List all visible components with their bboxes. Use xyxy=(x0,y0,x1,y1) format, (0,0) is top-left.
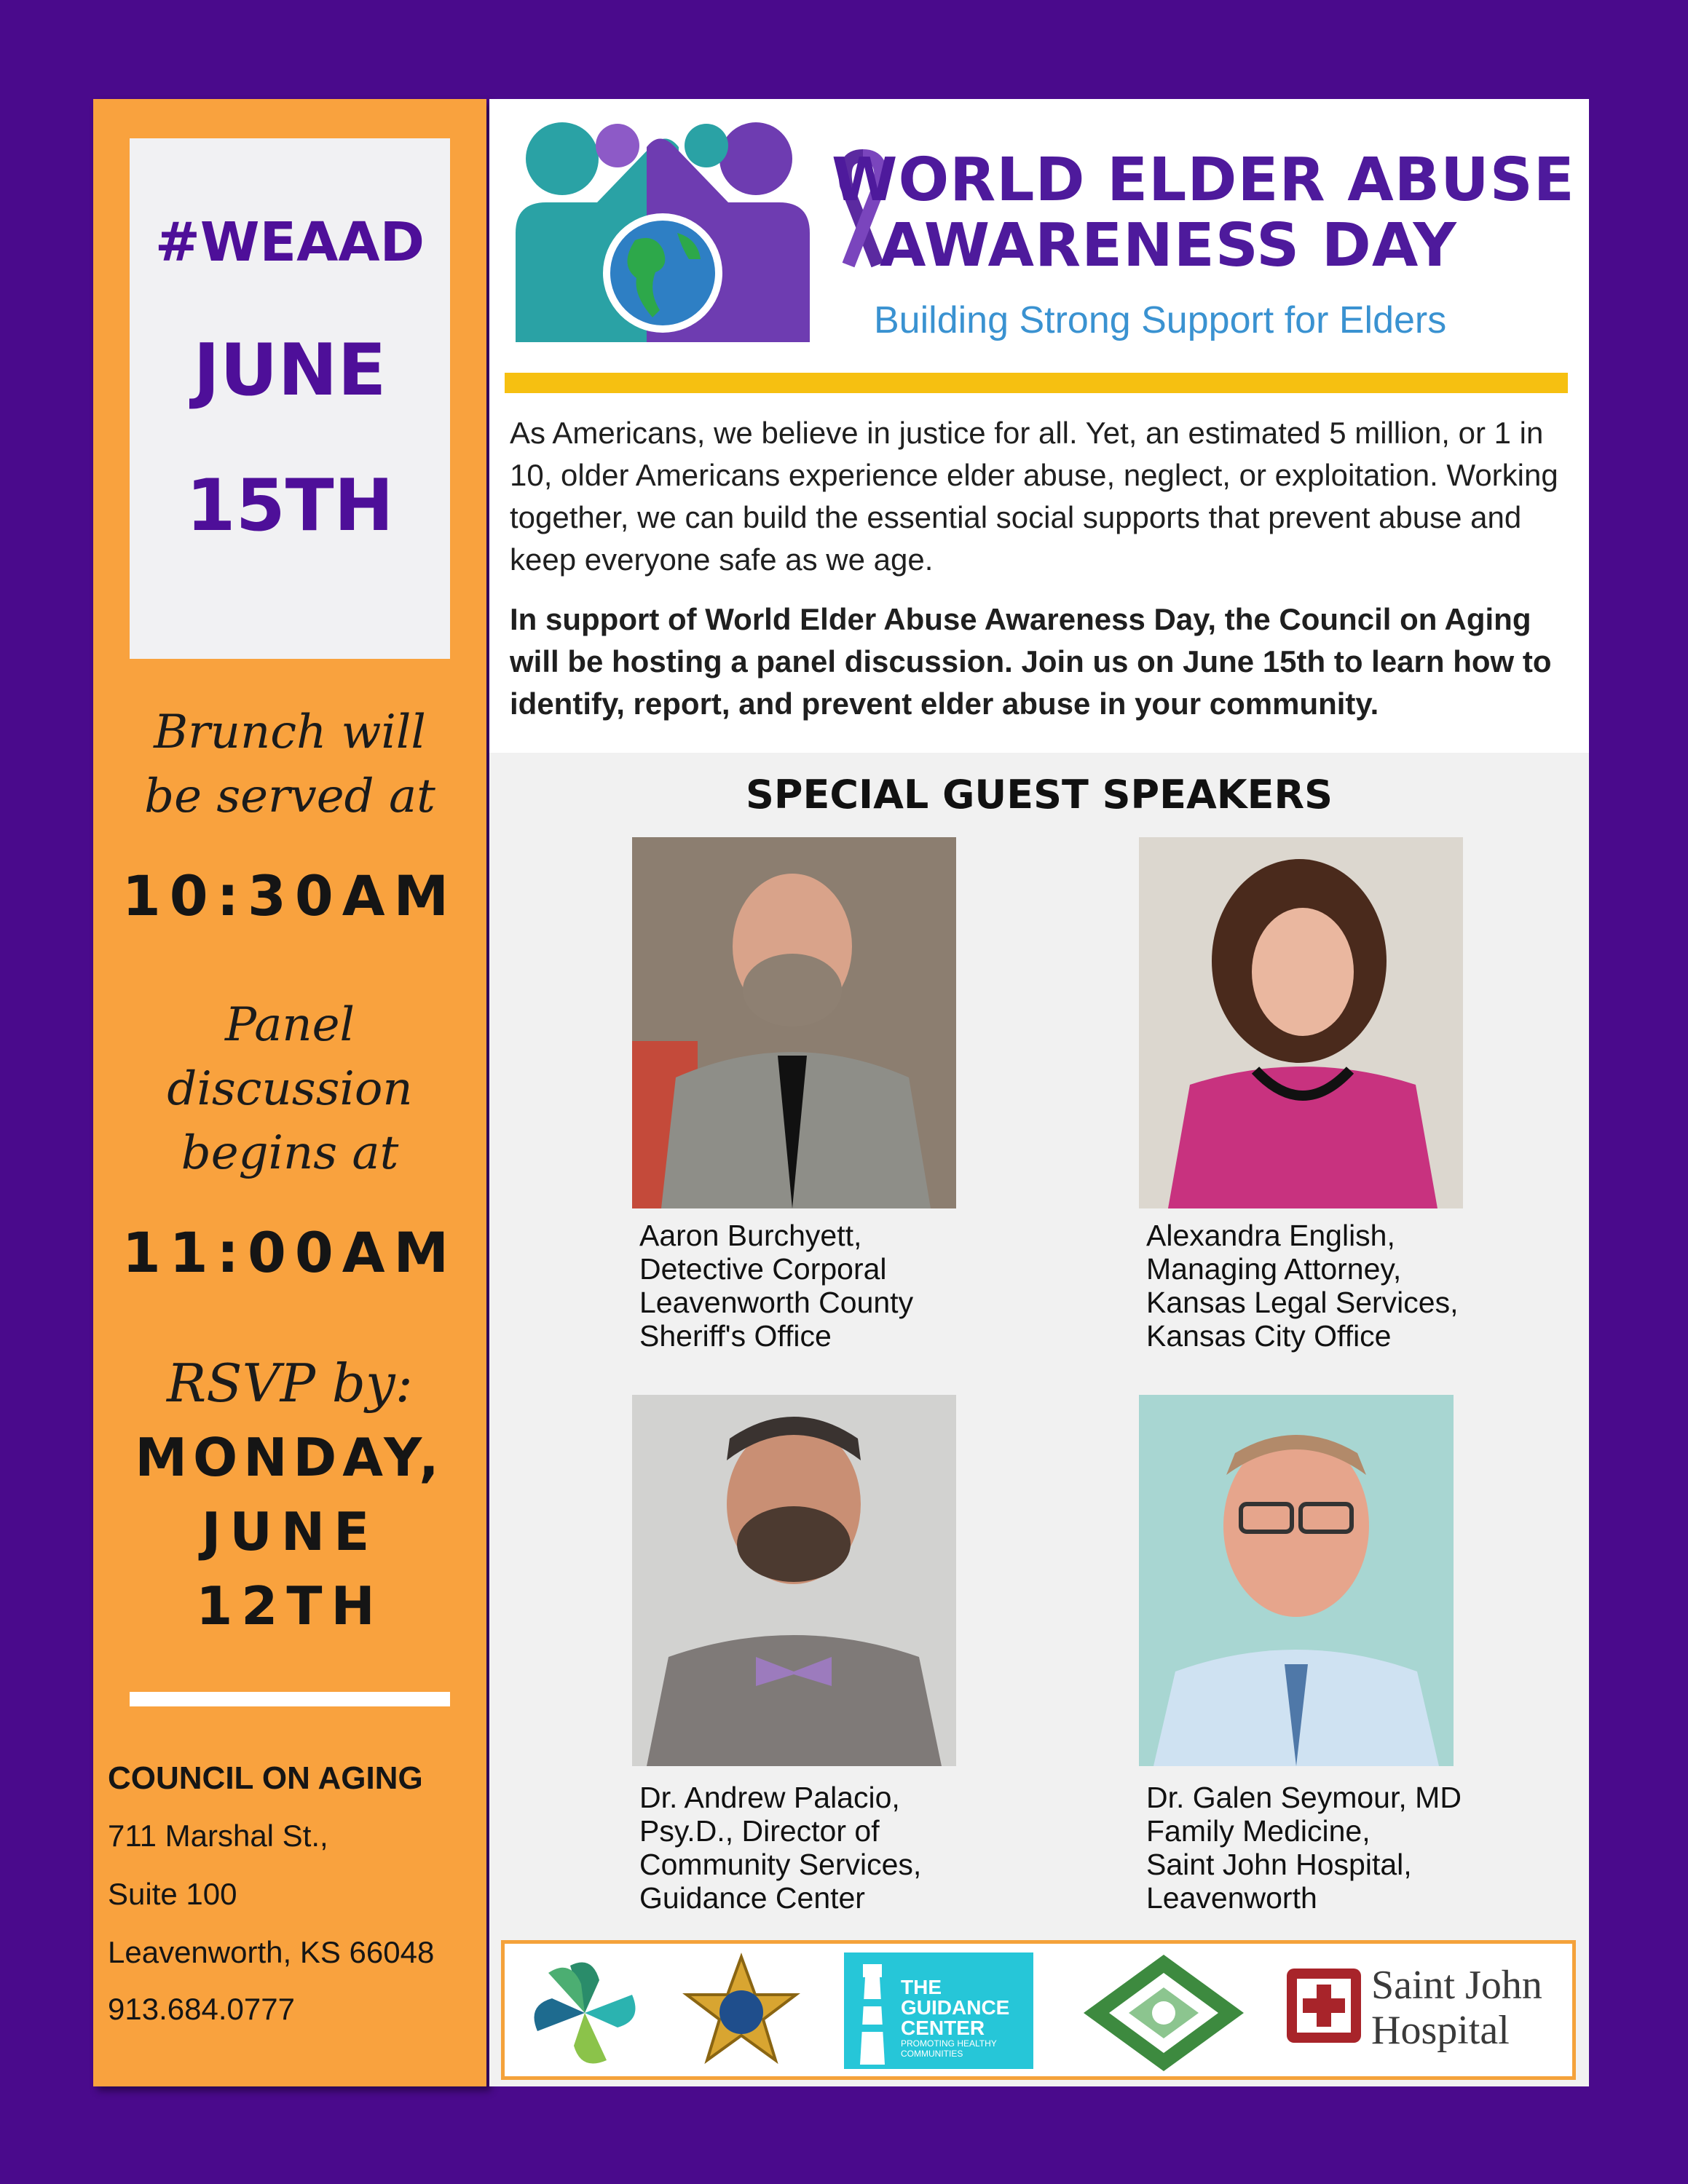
address-line1: 711 Marshal St., xyxy=(108,1819,328,1853)
address-line2: Suite 100 xyxy=(108,1877,237,1911)
title-line2: AWARENESS DAY xyxy=(880,211,1457,280)
panel-label-line2: discussion xyxy=(167,1062,413,1116)
date-banner xyxy=(130,138,450,659)
rsvp-date: 12TH xyxy=(196,1575,384,1637)
sponsor-logo-strip xyxy=(501,1940,1576,2080)
intro-paragraph: As Americans, we believe in justice for all. Yet, an estimated 5 million, or 1 in 10, older Americans experience elder abuse, neglect, or exploitation. Working together, we can build the essential social supports that prevent abuse and keep everyone safe as we age. xyxy=(510,416,1558,577)
date-month: JUNE xyxy=(193,329,387,412)
speaker-photo-4 xyxy=(1139,1395,1454,1766)
pinwheel-logo-icon xyxy=(519,1951,650,2075)
hospital-cross-icon xyxy=(1284,1966,1364,2046)
lighthouse-icon xyxy=(854,1963,891,2065)
guidance-center-logo xyxy=(844,1952,1033,2069)
diamond-logo-icon xyxy=(1080,1951,1247,2075)
brunch-time: 10:30AM xyxy=(122,863,458,928)
panel-label-line3: begins at xyxy=(181,1126,399,1180)
speakers-heading: SPECIAL GUEST SPEAKERS xyxy=(745,772,1333,818)
speaker-name-4: Dr. Galen Seymour, MD Family Medicine, Saint John Hospital, Leavenworth xyxy=(1146,1781,1462,1915)
rsvp-label: RSVP by: xyxy=(167,1353,413,1414)
speaker-photo-3 xyxy=(632,1395,956,1766)
title-line1: WORLD ELDER ABUSE xyxy=(832,146,1575,215)
speaker-name-3: Dr. Andrew Palacio, Psy.D., Director of Community Services, Guidance Center xyxy=(639,1781,922,1915)
org-name: COUNCIL ON AGING xyxy=(108,1760,423,1796)
phone-number: 913.684.0777 xyxy=(108,1992,295,2026)
brunch-label-line2: be served at xyxy=(144,769,435,823)
speaker-photo-1 xyxy=(632,837,956,1208)
divider xyxy=(130,1692,450,1706)
rsvp-month: JUNE xyxy=(201,1501,379,1562)
event-paragraph: In support of World Elder Abuse Awareness Day, the Council on Aging will be hosting a panel discussion. Join us on June 15th to learn how to identify, report, and prevent elder abuse in your community. xyxy=(510,602,1552,721)
rsvp-day: MONDAY, xyxy=(135,1427,445,1488)
brunch-label-line1: Brunch will xyxy=(154,705,426,759)
hashtag: #WEAAD xyxy=(154,211,425,274)
panel-time: 11:00AM xyxy=(122,1220,458,1285)
guidance-text: THE GUIDANCE CENTER PROMOTING HEALTHY COMMUNITIES xyxy=(901,1976,1010,2059)
gold-divider xyxy=(505,373,1568,393)
tagline: Building Strong Support for Elders xyxy=(874,299,1447,341)
speaker-name-1: Aaron Burchyett, Detective Corporal Leavenworth County Sheriff's Office xyxy=(639,1219,914,1353)
panel-label-line1: Panel xyxy=(225,998,355,1052)
speaker-photo-2 xyxy=(1139,837,1463,1208)
weaad-logo-icon xyxy=(510,116,816,349)
sheriff-badge-icon xyxy=(679,1951,803,2075)
speaker-name-2: Alexandra English, Managing Attorney, Kansas Legal Services, Kansas City Office xyxy=(1146,1219,1459,1353)
date-day: 15TH xyxy=(186,464,394,547)
address-line3: Leavenworth, KS 66048 xyxy=(108,1935,435,1969)
hospital-name: Saint John Hospital xyxy=(1371,1963,1542,2053)
